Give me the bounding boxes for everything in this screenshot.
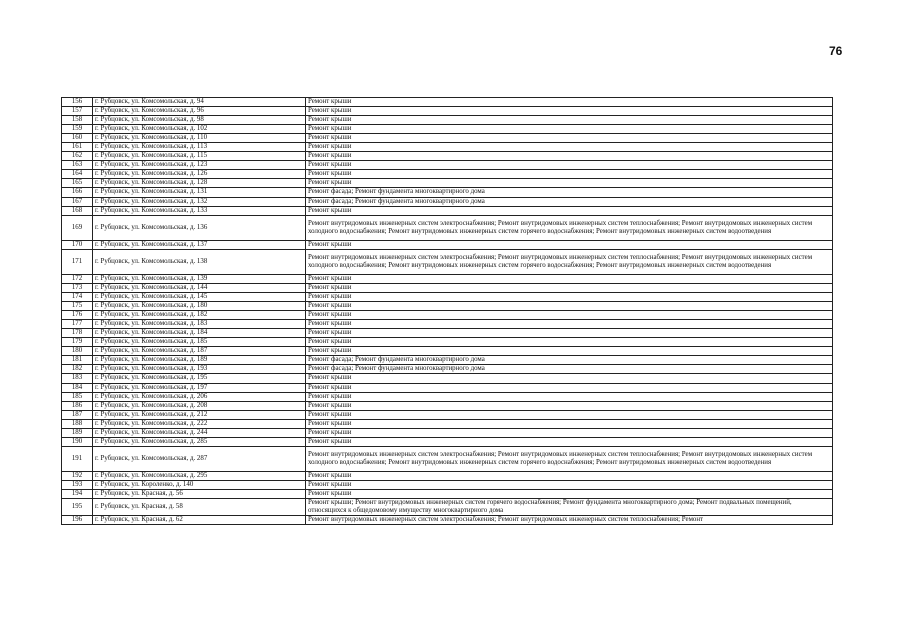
address-cell: г. Рубцовск, ул. Комсомольская, д. 187 — [93, 347, 306, 356]
address-cell: г. Рубцовск, ул. Комсомольская, д. 189 — [93, 356, 306, 365]
row-number-cell: 161 — [62, 143, 93, 152]
row-number-cell: 194 — [62, 490, 93, 499]
repair-table-body — [62, 98, 833, 525]
row-number-cell: 180 — [62, 347, 93, 356]
row-number-cell: 174 — [62, 293, 93, 302]
table-row — [62, 107, 833, 116]
table-row — [62, 320, 833, 329]
work-type-cell: Ремонт крыши — [306, 311, 833, 320]
address-cell: г. Рубцовск, ул. Комсомольская, д. 244 — [93, 428, 306, 437]
address-cell: г. Рубцовск, ул. Комсомольская, д. 295 — [93, 471, 306, 480]
address-cell: г. Рубцовск, ул. Комсомольская, д. 126 — [93, 170, 306, 179]
row-number-cell: 167 — [62, 197, 93, 206]
table-row — [62, 188, 833, 197]
table-row — [62, 283, 833, 292]
row-number-cell: 159 — [62, 125, 93, 134]
address-cell: г. Рубцовск, ул. Комсомольская, д. 123 — [93, 161, 306, 170]
row-number-cell: 186 — [62, 401, 93, 410]
table-row — [62, 143, 833, 152]
table-row — [62, 240, 833, 249]
table-row — [62, 125, 833, 134]
work-type-cell: Ремонт крыши — [306, 206, 833, 215]
address-cell: г. Рубцовск, ул. Комсомольская, д. 133 — [93, 206, 306, 215]
address-cell: г. Рубцовск, ул. Комсомольская, д. 183 — [93, 320, 306, 329]
address-cell: г. Рубцовск, ул. Комсомольская, д. 139 — [93, 274, 306, 283]
table-row — [62, 338, 833, 347]
table-row — [62, 215, 833, 240]
work-type-cell: Ремонт крыши — [306, 116, 833, 125]
work-type-cell: Ремонт крыши; Ремонт внутридомовых инженерных систем горячего водоснабжения; Ремонт фундамента многоквартирного дома; Ремонт подвальных помещений, относящихся к общедомовому имуществу многоквартирного дома — [306, 499, 833, 516]
work-type-cell: Ремонт крыши — [306, 320, 833, 329]
row-number-cell: 165 — [62, 179, 93, 188]
row-number-cell: 164 — [62, 170, 93, 179]
address-cell: г. Рубцовск, ул. Комсомольская, д. 182 — [93, 311, 306, 320]
table-row — [62, 428, 833, 437]
work-type-cell: Ремонт крыши — [306, 428, 833, 437]
table-row — [62, 365, 833, 374]
address-cell: г. Рубцовск, ул. Комсомольская, д. 193 — [93, 365, 306, 374]
row-number-cell: 184 — [62, 383, 93, 392]
row-number-cell: 178 — [62, 329, 93, 338]
table-row — [62, 401, 833, 410]
row-number-cell: 191 — [62, 446, 93, 471]
work-type-cell: Ремонт крыши — [306, 481, 833, 490]
table-row — [62, 490, 833, 499]
table-row — [62, 98, 833, 107]
row-number-cell: 176 — [62, 311, 93, 320]
address-cell: г. Рубцовск, ул. Комсомольская, д. 131 — [93, 188, 306, 197]
row-number-cell: 168 — [62, 206, 93, 215]
row-number-cell: 162 — [62, 152, 93, 161]
address-cell: г. Рубцовск, ул. Комсомольская, д. 102 — [93, 125, 306, 134]
table-row — [62, 481, 833, 490]
work-type-cell: Ремонт внутридомовых инженерных систем электроснабжения; Ремонт внутридомовых инженерных систем теплоснабжения; Ремонт внутридомовых инженерных систем холодного водоснабжения; Ремонт внутридомовых инженерных систем горячего водоснабжения; Ремонт внутридомовых инженерных систем водоотведения — [306, 446, 833, 471]
table-row — [62, 410, 833, 419]
row-number-cell: 172 — [62, 274, 93, 283]
address-cell: г. Рубцовск, ул. Комсомольская, д. 180 — [93, 302, 306, 311]
work-type-cell: Ремонт крыши — [306, 143, 833, 152]
address-cell: г. Рубцовск, ул. Красная, д. 62 — [93, 516, 306, 525]
row-number-cell: 169 — [62, 215, 93, 240]
address-cell: г. Рубцовск, ул. Комсомольская, д. 184 — [93, 329, 306, 338]
address-cell: г. Рубцовск, ул. Комсомольская, д. 94 — [93, 98, 306, 107]
work-type-cell: Ремонт крыши — [306, 274, 833, 283]
work-type-cell: Ремонт крыши — [306, 410, 833, 419]
work-type-cell: Ремонт крыши — [306, 170, 833, 179]
work-type-cell: Ремонт крыши — [306, 134, 833, 143]
work-type-cell: Ремонт крыши — [306, 383, 833, 392]
table-row — [62, 471, 833, 480]
row-number-cell: 171 — [62, 249, 93, 274]
address-cell: г. Рубцовск, ул. Комсомольская, д. 113 — [93, 143, 306, 152]
row-number-cell: 170 — [62, 240, 93, 249]
table-row — [62, 329, 833, 338]
table-row — [62, 274, 833, 283]
work-type-cell: Ремонт крыши — [306, 179, 833, 188]
row-number-cell: 182 — [62, 365, 93, 374]
row-number-cell: 177 — [62, 320, 93, 329]
table-row — [62, 116, 833, 125]
work-type-cell: Ремонт фасада; Ремонт фундамента многоквартирного дома — [306, 356, 833, 365]
work-type-cell: Ремонт крыши — [306, 125, 833, 134]
row-number-cell: 196 — [62, 516, 93, 525]
work-type-cell: Ремонт крыши — [306, 98, 833, 107]
row-number-cell: 185 — [62, 392, 93, 401]
table-row — [62, 206, 833, 215]
table-row — [62, 374, 833, 383]
work-type-cell: Ремонт фасада; Ремонт фундамента многоквартирного дома — [306, 197, 833, 206]
row-number-cell: 179 — [62, 338, 93, 347]
table-row — [62, 179, 833, 188]
row-number-cell: 187 — [62, 410, 93, 419]
row-number-cell: 166 — [62, 188, 93, 197]
address-cell: г. Рубцовск, ул. Комсомольская, д. 115 — [93, 152, 306, 161]
table-row — [62, 419, 833, 428]
table-row — [62, 383, 833, 392]
work-type-cell: Ремонт крыши — [306, 392, 833, 401]
work-type-cell: Ремонт крыши — [306, 293, 833, 302]
table-row — [62, 293, 833, 302]
work-type-cell: Ремонт крыши — [306, 329, 833, 338]
table-row — [62, 311, 833, 320]
work-type-cell: Ремонт крыши — [306, 240, 833, 249]
table-row — [62, 161, 833, 170]
work-type-cell: Ремонт крыши — [306, 401, 833, 410]
work-type-cell: Ремонт внутридомовых инженерных систем электроснабжения; Ремонт внутридомовых инженерных систем теплоснабжения; Ремонт внутридомовых инженерных систем холодного водоснабжения; Ремонт внутридомовых инженерных систем горячего водоснабжения; Ремонт внутридомовых инженерных систем водоотведения — [306, 249, 833, 274]
work-type-cell: Ремонт фасада; Ремонт фундамента многоквартирного дома — [306, 188, 833, 197]
work-type-cell: Ремонт крыши — [306, 161, 833, 170]
page-number: 76 — [829, 44, 843, 58]
table-row — [62, 249, 833, 274]
table-row — [62, 499, 833, 516]
work-type-cell: Ремонт крыши — [306, 283, 833, 292]
work-type-cell: Ремонт крыши — [306, 152, 833, 161]
address-cell: г. Рубцовск, ул. Комсомольская, д. 98 — [93, 116, 306, 125]
work-type-cell: Ремонт крыши — [306, 490, 833, 499]
work-type-cell: Ремонт крыши — [306, 347, 833, 356]
row-number-cell: 189 — [62, 428, 93, 437]
work-type-cell: Ремонт крыши — [306, 471, 833, 480]
address-cell: г. Рубцовск, ул. Комсомольская, д. 136 — [93, 215, 306, 240]
address-cell: г. Рубцовск, ул. Красная, д. 56 — [93, 490, 306, 499]
address-cell: г. Рубцовск, ул. Комсомольская, д. 137 — [93, 240, 306, 249]
row-number-cell: 173 — [62, 283, 93, 292]
address-cell: г. Рубцовск, ул. Комсомольская, д. 197 — [93, 383, 306, 392]
table-row — [62, 516, 833, 525]
address-cell: г. Рубцовск, ул. Комсомольская, д. 208 — [93, 401, 306, 410]
address-cell: г. Рубцовск, ул. Комсомольская, д. 110 — [93, 134, 306, 143]
address-cell: г. Рубцовск, ул. Комсомольская, д. 212 — [93, 410, 306, 419]
address-cell: г. Рубцовск, ул. Комсомольская, д. 195 — [93, 374, 306, 383]
address-cell: г. Рубцовск, ул. Комсомольская, д. 128 — [93, 179, 306, 188]
address-cell: г. Рубцовск, ул. Комсомольская, д. 144 — [93, 283, 306, 292]
row-number-cell: 157 — [62, 107, 93, 116]
address-cell: г. Рубцовск, ул. Комсомольская, д. 222 — [93, 419, 306, 428]
table-row — [62, 197, 833, 206]
row-number-cell: 188 — [62, 419, 93, 428]
address-cell: г. Рубцовск, ул. Комсомольская, д. 206 — [93, 392, 306, 401]
row-number-cell: 192 — [62, 471, 93, 480]
table-row — [62, 347, 833, 356]
row-number-cell: 160 — [62, 134, 93, 143]
row-number-cell: 175 — [62, 302, 93, 311]
table-row — [62, 152, 833, 161]
work-type-cell: Ремонт внутридомовых инженерных систем электроснабжения; Ремонт внутридомовых инженерных систем теплоснабжения; Ремонт — [306, 516, 833, 525]
address-cell: г. Рубцовск, ул. Комсомольская, д. 138 — [93, 249, 306, 274]
table-row — [62, 134, 833, 143]
address-cell: г. Рубцовск, ул. Комсомольская, д. 285 — [93, 437, 306, 446]
table-row — [62, 302, 833, 311]
work-type-cell: Ремонт крыши — [306, 419, 833, 428]
row-number-cell: 195 — [62, 499, 93, 516]
table-row — [62, 437, 833, 446]
address-cell: г. Рубцовск, ул. Комсомольская, д. 132 — [93, 197, 306, 206]
table-row — [62, 356, 833, 365]
work-type-cell: Ремонт крыши — [306, 374, 833, 383]
table-row — [62, 446, 833, 471]
table-row — [62, 392, 833, 401]
row-number-cell: 163 — [62, 161, 93, 170]
address-cell: г. Рубцовск, ул. Комсомольская, д. 185 — [93, 338, 306, 347]
work-type-cell: Ремонт крыши — [306, 338, 833, 347]
row-number-cell: 183 — [62, 374, 93, 383]
address-cell: г. Рубцовск, ул. Комсомольская, д. 96 — [93, 107, 306, 116]
work-type-cell: Ремонт крыши — [306, 437, 833, 446]
address-cell: г. Рубцовск, ул. Комсомольская, д. 145 — [93, 293, 306, 302]
row-number-cell: 158 — [62, 116, 93, 125]
row-number-cell: 156 — [62, 98, 93, 107]
row-number-cell: 193 — [62, 481, 93, 490]
row-number-cell: 181 — [62, 356, 93, 365]
repair-table — [61, 97, 833, 525]
address-cell: г. Рубцовск, ул. Комсомольская, д. 287 — [93, 446, 306, 471]
work-type-cell: Ремонт фасада; Ремонт фундамента многоквартирного дома — [306, 365, 833, 374]
address-cell: г. Рубцовск, ул. Красная, д. 58 — [93, 499, 306, 516]
work-type-cell: Ремонт внутридомовых инженерных систем электроснабжения; Ремонт внутридомовых инженерных систем теплоснабжения; Ремонт внутридомовых инженерных систем холодного водоснабжения; Ремонт внутридомовых инженерных систем горячего водоснабжения; Ремонт внутридомовых инженерных систем водоотведения — [306, 215, 833, 240]
work-type-cell: Ремонт крыши — [306, 302, 833, 311]
table-row — [62, 170, 833, 179]
work-type-cell: Ремонт крыши — [306, 107, 833, 116]
row-number-cell: 190 — [62, 437, 93, 446]
address-cell: г. Рубцовск, ул. Короленко, д. 140 — [93, 481, 306, 490]
